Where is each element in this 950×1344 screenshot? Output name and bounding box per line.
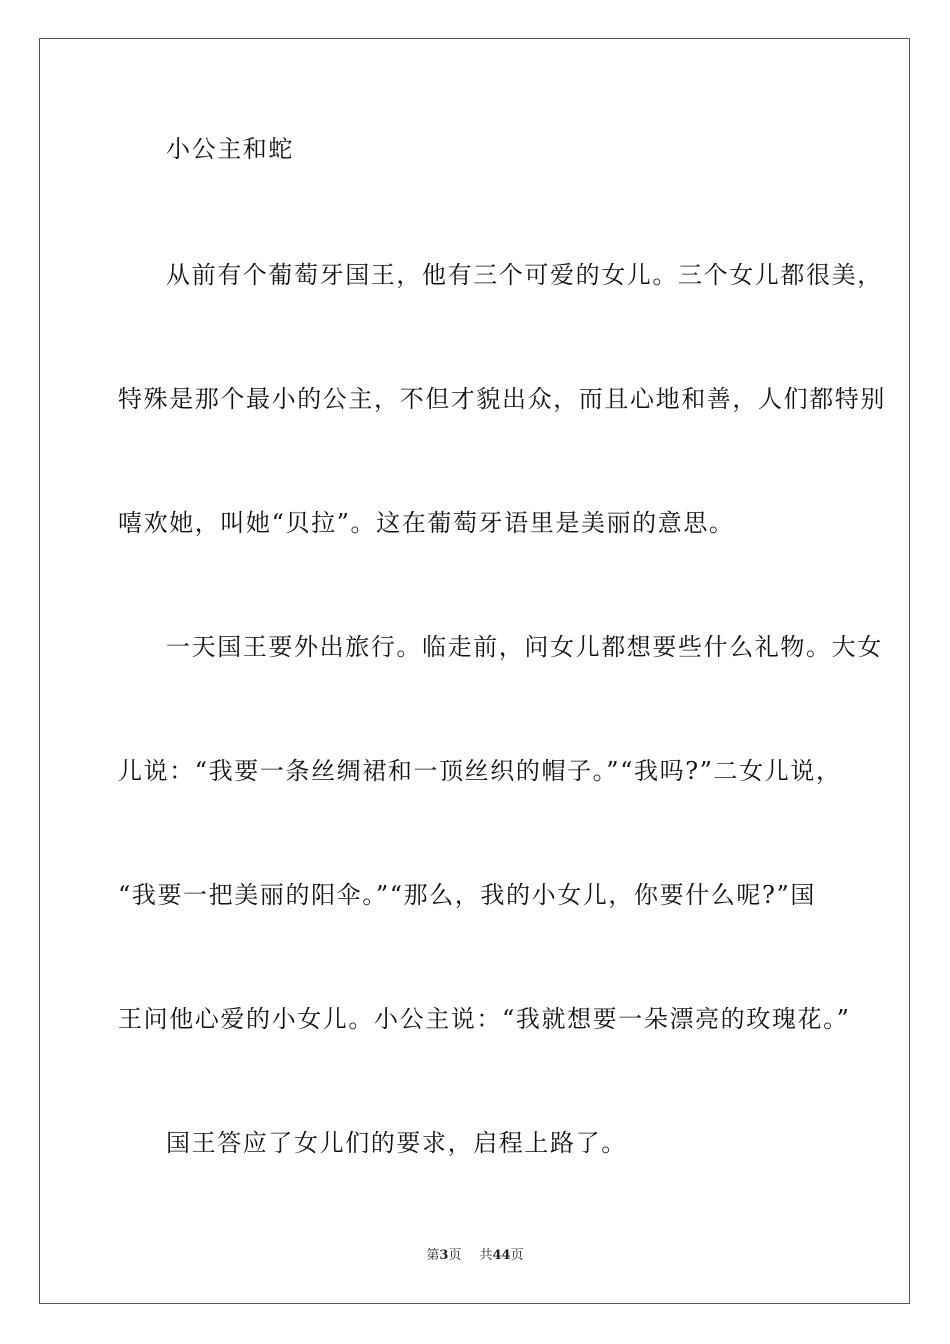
total-suffix: 页 bbox=[510, 1248, 524, 1263]
paragraph-line-6: “我要一把美丽的阳伞。”“那么，我的小女儿，你要什么呢?”国 bbox=[118, 881, 816, 909]
paragraph-line-2: 特殊是那个最小的公主，不但才貌出众，而且心地和善，人们都特别 bbox=[118, 385, 886, 413]
total-pages: 44 bbox=[492, 1248, 511, 1263]
paragraph-line-4: 一天国王要外出旅行。临走前，问女儿都想要些什么礼物。大女 bbox=[166, 633, 883, 661]
document-title: 小公主和蛇 bbox=[166, 135, 294, 163]
page-number: 3 bbox=[439, 1248, 449, 1263]
paragraph-line-8: 国王答应了女儿们的要求，启程上路了。 bbox=[166, 1129, 627, 1157]
paragraph-line-5: 儿说：“我要一条丝绸裙和一顶丝织的帽子。”“我吗?”二女儿说， bbox=[118, 757, 842, 785]
paragraph-line-3: 嘻欢她，叫她“贝拉”。这在葡萄牙语里是美丽的意思。 bbox=[118, 509, 735, 537]
page-prefix: 第 bbox=[426, 1248, 440, 1263]
paragraph-line-7: 王问他心爱的小女儿。小公主说：“我就想要一朵漂亮的玫瑰花。” bbox=[118, 1005, 851, 1033]
page-suffix: 页 bbox=[448, 1248, 462, 1263]
page-footer bbox=[0, 1247, 950, 1265]
page-border bbox=[39, 38, 910, 1304]
total-prefix: 共 bbox=[479, 1248, 493, 1263]
paragraph-line-1: 从前有个葡萄牙国王，他有三个可爱的女儿。三个女儿都很美， bbox=[166, 261, 883, 289]
